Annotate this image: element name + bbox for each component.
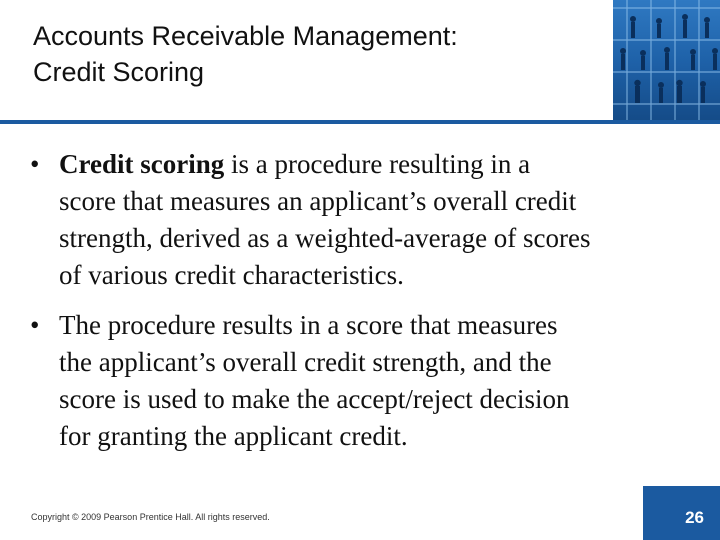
bullet-text	[59, 146, 591, 294]
bullet-line: The procedure results in a score that measures	[59, 310, 558, 340]
bullet-line: the applicant’s overall credit strength, and the	[59, 347, 552, 377]
bullet-line: score is used to make the accept/reject decision	[59, 384, 570, 414]
slide-title-line-2: Credit Scoring	[33, 57, 205, 87]
bullet-line: for granting the applicant credit.	[59, 421, 408, 451]
bullet-marker: •	[30, 310, 40, 340]
bullet-line	[59, 146, 591, 183]
bullet-line: score that measures an applicant’s overall credit	[59, 186, 577, 216]
bold-term: Credit scoring	[59, 149, 225, 179]
bullet-line: of various credit characteristics.	[59, 260, 404, 290]
bullet-marker: •	[30, 149, 40, 179]
page-number-box	[643, 486, 720, 540]
title-divider	[0, 120, 720, 124]
slide-title	[33, 18, 458, 90]
title-area	[0, 0, 720, 124]
bullet-text	[59, 307, 570, 455]
slide-title-line-1: Accounts Receivable Management:	[33, 21, 458, 51]
bullet-line-rest: is a procedure resulting in a	[224, 149, 531, 179]
copyright-notice: Copyright © 2009 Pearson Prentice Hall. All rights reserved.	[31, 512, 270, 522]
page-number: 26	[685, 508, 704, 527]
bullet-line: strength, derived as a weighted-average of scores	[59, 223, 591, 253]
office-people-photo	[613, 0, 720, 124]
